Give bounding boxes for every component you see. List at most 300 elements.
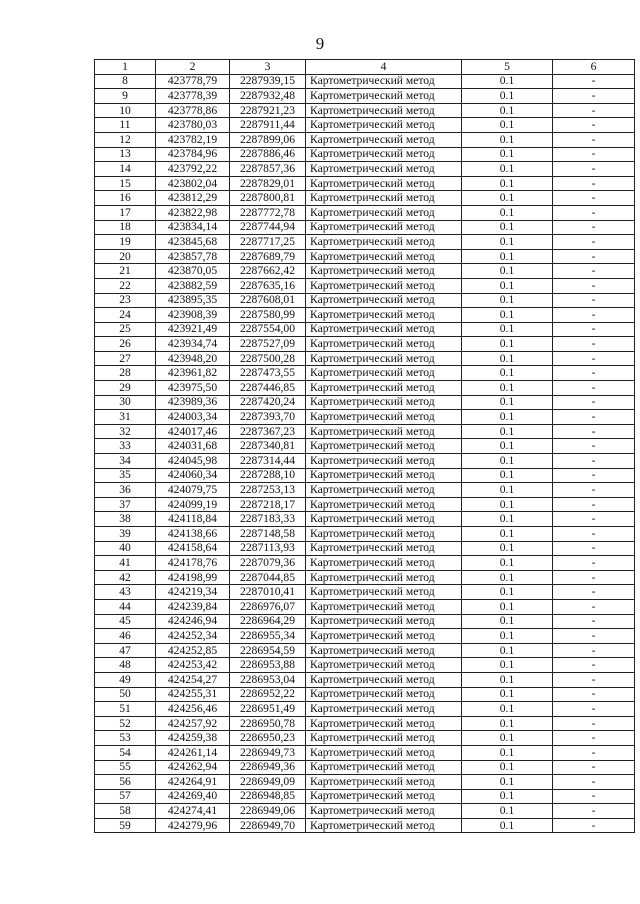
x-coordinate-cell: 424262,94 <box>156 760 230 775</box>
note-cell: - <box>553 118 635 133</box>
column-header-1: 1 <box>95 60 156 75</box>
x-coordinate-cell: 424099,19 <box>156 497 230 512</box>
y-coordinate-cell: 2286950,78 <box>230 716 306 731</box>
point-number-cell: 45 <box>95 614 156 629</box>
x-coordinate-cell: 423921,49 <box>156 322 230 337</box>
point-number-cell: 17 <box>95 205 156 220</box>
method-cell: Картометрический метод <box>306 118 462 133</box>
method-cell: Картометрический метод <box>306 278 462 293</box>
point-number-cell: 55 <box>95 760 156 775</box>
method-cell: Картометрический метод <box>306 672 462 687</box>
y-coordinate-cell: 2287635,16 <box>230 278 306 293</box>
y-coordinate-cell: 2286954,59 <box>230 643 306 658</box>
table-row <box>95 468 635 483</box>
y-coordinate-cell: 2286950,23 <box>230 731 306 746</box>
x-coordinate-cell: 423908,39 <box>156 308 230 323</box>
point-number-cell: 56 <box>95 775 156 790</box>
x-coordinate-cell: 424255,31 <box>156 687 230 702</box>
column-header-3: 3 <box>230 60 306 75</box>
x-coordinate-cell: 424060,34 <box>156 468 230 483</box>
accuracy-cell: 0.1 <box>462 410 553 425</box>
accuracy-cell: 0.1 <box>462 191 553 206</box>
point-number-cell: 47 <box>95 643 156 658</box>
accuracy-cell: 0.1 <box>462 147 553 162</box>
accuracy-cell: 0.1 <box>462 804 553 819</box>
y-coordinate-cell: 2287420,24 <box>230 395 306 410</box>
y-coordinate-cell: 2287010,41 <box>230 585 306 600</box>
accuracy-cell: 0.1 <box>462 220 553 235</box>
method-cell: Картометрический метод <box>306 585 462 600</box>
note-cell: - <box>553 585 635 600</box>
table-row <box>95 570 635 585</box>
table-row <box>95 585 635 600</box>
x-coordinate-cell: 424003,34 <box>156 410 230 425</box>
method-cell: Картометрический метод <box>306 643 462 658</box>
accuracy-cell: 0.1 <box>462 527 553 542</box>
method-cell: Картометрический метод <box>306 395 462 410</box>
accuracy-cell: 0.1 <box>462 789 553 804</box>
point-number-cell: 14 <box>95 162 156 177</box>
accuracy-cell: 0.1 <box>462 162 553 177</box>
note-cell: - <box>553 366 635 381</box>
table-row <box>95 702 635 717</box>
x-coordinate-cell: 424017,46 <box>156 424 230 439</box>
accuracy-cell: 0.1 <box>462 454 553 469</box>
y-coordinate-cell: 2286976,07 <box>230 599 306 614</box>
accuracy-cell: 0.1 <box>462 556 553 571</box>
x-coordinate-cell: 424246,94 <box>156 614 230 629</box>
point-number-cell: 19 <box>95 235 156 250</box>
method-cell: Картометрический метод <box>306 351 462 366</box>
method-cell: Картометрический метод <box>306 527 462 542</box>
x-coordinate-cell: 423895,35 <box>156 293 230 308</box>
method-cell: Картометрический метод <box>306 191 462 206</box>
x-coordinate-cell: 424138,66 <box>156 527 230 542</box>
method-cell: Картометрический метод <box>306 570 462 585</box>
method-cell: Картометрический метод <box>306 381 462 396</box>
table-row <box>95 103 635 118</box>
point-number-cell: 18 <box>95 220 156 235</box>
note-cell: - <box>553 731 635 746</box>
x-coordinate-cell: 423782,19 <box>156 132 230 147</box>
table-row <box>95 556 635 571</box>
table-row <box>95 308 635 323</box>
x-coordinate-cell: 423822,98 <box>156 205 230 220</box>
accuracy-cell: 0.1 <box>462 132 553 147</box>
table-row <box>95 439 635 454</box>
y-coordinate-cell: 2287446,85 <box>230 381 306 396</box>
x-coordinate-cell: 423989,36 <box>156 395 230 410</box>
x-coordinate-cell: 424261,14 <box>156 745 230 760</box>
accuracy-cell: 0.1 <box>462 249 553 264</box>
y-coordinate-cell: 2287886,46 <box>230 147 306 162</box>
y-coordinate-cell: 2287218,17 <box>230 497 306 512</box>
point-number-cell: 13 <box>95 147 156 162</box>
y-coordinate-cell: 2286952,22 <box>230 687 306 702</box>
table-row <box>95 351 635 366</box>
method-cell: Картометрический метод <box>306 497 462 512</box>
accuracy-cell: 0.1 <box>462 643 553 658</box>
note-cell: - <box>553 337 635 352</box>
y-coordinate-cell: 2287829,01 <box>230 176 306 191</box>
accuracy-cell: 0.1 <box>462 672 553 687</box>
point-number-cell: 16 <box>95 191 156 206</box>
column-header-6: 6 <box>553 60 635 75</box>
x-coordinate-cell: 423802,04 <box>156 176 230 191</box>
note-cell: - <box>553 527 635 542</box>
table-row <box>95 818 635 833</box>
y-coordinate-cell: 2286948,85 <box>230 789 306 804</box>
method-cell: Картометрический метод <box>306 89 462 104</box>
accuracy-cell: 0.1 <box>462 658 553 673</box>
table-row <box>95 118 635 133</box>
note-cell: - <box>553 599 635 614</box>
method-cell: Картометрический метод <box>306 745 462 760</box>
note-cell: - <box>553 74 635 89</box>
method-cell: Картометрический метод <box>306 731 462 746</box>
table-row <box>95 235 635 250</box>
table-header-row <box>95 60 635 75</box>
method-cell: Картометрический метод <box>306 249 462 264</box>
x-coordinate-cell: 424045,98 <box>156 454 230 469</box>
point-number-cell: 44 <box>95 599 156 614</box>
note-cell: - <box>553 351 635 366</box>
accuracy-cell: 0.1 <box>462 716 553 731</box>
y-coordinate-cell: 2287288,10 <box>230 468 306 483</box>
y-coordinate-cell: 2287580,99 <box>230 308 306 323</box>
table-row <box>95 147 635 162</box>
y-coordinate-cell: 2287314,44 <box>230 454 306 469</box>
x-coordinate-cell: 424252,85 <box>156 643 230 658</box>
method-cell: Картометрический метод <box>306 629 462 644</box>
accuracy-cell: 0.1 <box>462 337 553 352</box>
note-cell: - <box>553 745 635 760</box>
x-coordinate-cell: 424259,38 <box>156 731 230 746</box>
note-cell: - <box>553 541 635 556</box>
y-coordinate-cell: 2287921,23 <box>230 103 306 118</box>
column-header-4: 4 <box>306 60 462 75</box>
x-coordinate-cell: 423948,20 <box>156 351 230 366</box>
method-cell: Картометрический метод <box>306 366 462 381</box>
note-cell: - <box>553 454 635 469</box>
point-number-cell: 59 <box>95 818 156 833</box>
accuracy-cell: 0.1 <box>462 176 553 191</box>
table-row <box>95 162 635 177</box>
point-number-cell: 40 <box>95 541 156 556</box>
method-cell: Картометрический метод <box>306 541 462 556</box>
table-row <box>95 804 635 819</box>
point-number-cell: 33 <box>95 439 156 454</box>
accuracy-cell: 0.1 <box>462 468 553 483</box>
accuracy-cell: 0.1 <box>462 308 553 323</box>
method-cell: Картометрический метод <box>306 439 462 454</box>
y-coordinate-cell: 2287183,33 <box>230 512 306 527</box>
accuracy-cell: 0.1 <box>462 570 553 585</box>
point-number-cell: 46 <box>95 629 156 644</box>
point-number-cell: 30 <box>95 395 156 410</box>
point-number-cell: 37 <box>95 497 156 512</box>
method-cell: Картометрический метод <box>306 512 462 527</box>
y-coordinate-cell: 2287527,09 <box>230 337 306 352</box>
y-coordinate-cell: 2287113,93 <box>230 541 306 556</box>
note-cell: - <box>553 395 635 410</box>
point-number-cell: 32 <box>95 424 156 439</box>
point-number-cell: 23 <box>95 293 156 308</box>
note-cell: - <box>553 322 635 337</box>
accuracy-cell: 0.1 <box>462 439 553 454</box>
point-number-cell: 35 <box>95 468 156 483</box>
table-row <box>95 220 635 235</box>
point-number-cell: 12 <box>95 132 156 147</box>
x-coordinate-cell: 424269,40 <box>156 789 230 804</box>
table-row <box>95 687 635 702</box>
note-cell: - <box>553 570 635 585</box>
note-cell: - <box>553 556 635 571</box>
point-number-cell: 36 <box>95 483 156 498</box>
x-coordinate-cell: 424198,99 <box>156 570 230 585</box>
table-row <box>95 658 635 673</box>
x-coordinate-cell: 424079,75 <box>156 483 230 498</box>
accuracy-cell: 0.1 <box>462 381 553 396</box>
method-cell: Картометрический метод <box>306 468 462 483</box>
method-cell: Картометрический метод <box>306 775 462 790</box>
note-cell: - <box>553 614 635 629</box>
x-coordinate-cell: 423778,79 <box>156 74 230 89</box>
y-coordinate-cell: 2287554,00 <box>230 322 306 337</box>
y-coordinate-cell: 2287932,48 <box>230 89 306 104</box>
method-cell: Картометрический метод <box>306 716 462 731</box>
y-coordinate-cell: 2287148,58 <box>230 527 306 542</box>
note-cell: - <box>553 308 635 323</box>
x-coordinate-cell: 424253,42 <box>156 658 230 673</box>
point-number-cell: 20 <box>95 249 156 264</box>
table-row <box>95 424 635 439</box>
table-body <box>95 74 635 833</box>
table-row <box>95 410 635 425</box>
accuracy-cell: 0.1 <box>462 205 553 220</box>
note-cell: - <box>553 702 635 717</box>
method-cell: Картометрический метод <box>306 293 462 308</box>
method-cell: Картометрический метод <box>306 454 462 469</box>
page-number: 9 <box>315 34 325 53</box>
note-cell: - <box>553 643 635 658</box>
table-row <box>95 89 635 104</box>
method-cell: Картометрический метод <box>306 599 462 614</box>
y-coordinate-cell: 2287662,42 <box>230 264 306 279</box>
y-coordinate-cell: 2287473,55 <box>230 366 306 381</box>
table-row <box>95 775 635 790</box>
table-row <box>95 366 635 381</box>
note-cell: - <box>553 789 635 804</box>
point-number-cell: 9 <box>95 89 156 104</box>
note-cell: - <box>553 147 635 162</box>
method-cell: Картометрический метод <box>306 760 462 775</box>
note-cell: - <box>553 439 635 454</box>
table-row <box>95 395 635 410</box>
x-coordinate-cell: 424239,84 <box>156 599 230 614</box>
note-cell: - <box>553 220 635 235</box>
table-row <box>95 672 635 687</box>
accuracy-cell: 0.1 <box>462 264 553 279</box>
y-coordinate-cell: 2286951,49 <box>230 702 306 717</box>
point-number-cell: 48 <box>95 658 156 673</box>
method-cell: Картометрический метод <box>306 804 462 819</box>
x-coordinate-cell: 424274,41 <box>156 804 230 819</box>
table-row <box>95 599 635 614</box>
accuracy-cell: 0.1 <box>462 366 553 381</box>
accuracy-cell: 0.1 <box>462 103 553 118</box>
point-number-cell: 34 <box>95 454 156 469</box>
point-number-cell: 50 <box>95 687 156 702</box>
note-cell: - <box>553 497 635 512</box>
x-coordinate-cell: 423882,59 <box>156 278 230 293</box>
accuracy-cell: 0.1 <box>462 629 553 644</box>
method-cell: Картометрический метод <box>306 658 462 673</box>
method-cell: Картометрический метод <box>306 235 462 250</box>
point-number-cell: 49 <box>95 672 156 687</box>
x-coordinate-cell: 424257,92 <box>156 716 230 731</box>
method-cell: Картометрический метод <box>306 220 462 235</box>
point-number-cell: 26 <box>95 337 156 352</box>
y-coordinate-cell: 2286955,34 <box>230 629 306 644</box>
point-number-cell: 57 <box>95 789 156 804</box>
point-number-cell: 51 <box>95 702 156 717</box>
method-cell: Картометрический метод <box>306 789 462 804</box>
note-cell: - <box>553 381 635 396</box>
note-cell: - <box>553 818 635 833</box>
point-number-cell: 25 <box>95 322 156 337</box>
accuracy-cell: 0.1 <box>462 351 553 366</box>
accuracy-cell: 0.1 <box>462 395 553 410</box>
accuracy-cell: 0.1 <box>462 512 553 527</box>
x-coordinate-cell: 423812,29 <box>156 191 230 206</box>
note-cell: - <box>553 103 635 118</box>
y-coordinate-cell: 2287857,36 <box>230 162 306 177</box>
accuracy-cell: 0.1 <box>462 731 553 746</box>
table-row <box>95 760 635 775</box>
method-cell: Картометрический метод <box>306 424 462 439</box>
y-coordinate-cell: 2286949,06 <box>230 804 306 819</box>
table-row <box>95 629 635 644</box>
accuracy-cell: 0.1 <box>462 118 553 133</box>
y-coordinate-cell: 2287393,70 <box>230 410 306 425</box>
table-row <box>95 512 635 527</box>
accuracy-cell: 0.1 <box>462 322 553 337</box>
method-cell: Картометрический метод <box>306 702 462 717</box>
table-row <box>95 716 635 731</box>
y-coordinate-cell: 2287367,23 <box>230 424 306 439</box>
point-number-cell: 53 <box>95 731 156 746</box>
y-coordinate-cell: 2286949,73 <box>230 745 306 760</box>
note-cell: - <box>553 775 635 790</box>
point-number-cell: 38 <box>95 512 156 527</box>
x-coordinate-cell: 423834,14 <box>156 220 230 235</box>
point-number-cell: 8 <box>95 74 156 89</box>
note-cell: - <box>553 804 635 819</box>
method-cell: Картометрический метод <box>306 483 462 498</box>
note-cell: - <box>553 162 635 177</box>
y-coordinate-cell: 2287939,15 <box>230 74 306 89</box>
table-row <box>95 381 635 396</box>
coordinates-table <box>94 59 635 833</box>
point-number-cell: 22 <box>95 278 156 293</box>
column-header-5: 5 <box>462 60 553 75</box>
point-number-cell: 28 <box>95 366 156 381</box>
table-row <box>95 497 635 512</box>
table-row <box>95 483 635 498</box>
x-coordinate-cell: 423961,82 <box>156 366 230 381</box>
method-cell: Картометрический метод <box>306 410 462 425</box>
accuracy-cell: 0.1 <box>462 424 553 439</box>
method-cell: Картометрический метод <box>306 162 462 177</box>
accuracy-cell: 0.1 <box>462 278 553 293</box>
table-row <box>95 731 635 746</box>
point-number-cell: 29 <box>95 381 156 396</box>
table-row <box>95 132 635 147</box>
method-cell: Картометрический метод <box>306 322 462 337</box>
accuracy-cell: 0.1 <box>462 775 553 790</box>
y-coordinate-cell: 2287340,81 <box>230 439 306 454</box>
point-number-cell: 21 <box>95 264 156 279</box>
x-coordinate-cell: 423934,74 <box>156 337 230 352</box>
accuracy-cell: 0.1 <box>462 74 553 89</box>
table-row <box>95 249 635 264</box>
table-row <box>95 205 635 220</box>
table-row <box>95 789 635 804</box>
accuracy-cell: 0.1 <box>462 687 553 702</box>
column-header-2: 2 <box>156 60 230 75</box>
x-coordinate-cell: 423845,68 <box>156 235 230 250</box>
note-cell: - <box>553 191 635 206</box>
x-coordinate-cell: 423778,86 <box>156 103 230 118</box>
note-cell: - <box>553 205 635 220</box>
table-row <box>95 74 635 89</box>
note-cell: - <box>553 410 635 425</box>
method-cell: Картометрический метод <box>306 132 462 147</box>
point-number-cell: 31 <box>95 410 156 425</box>
point-number-cell: 42 <box>95 570 156 585</box>
x-coordinate-cell: 424254,27 <box>156 672 230 687</box>
table-row <box>95 527 635 542</box>
y-coordinate-cell: 2286964,29 <box>230 614 306 629</box>
table-row <box>95 176 635 191</box>
method-cell: Картометрический метод <box>306 147 462 162</box>
accuracy-cell: 0.1 <box>462 293 553 308</box>
y-coordinate-cell: 2287608,01 <box>230 293 306 308</box>
accuracy-cell: 0.1 <box>462 89 553 104</box>
table-row <box>95 264 635 279</box>
note-cell: - <box>553 658 635 673</box>
point-number-cell: 27 <box>95 351 156 366</box>
y-coordinate-cell: 2286949,70 <box>230 818 306 833</box>
note-cell: - <box>553 293 635 308</box>
y-coordinate-cell: 2287744,94 <box>230 220 306 235</box>
x-coordinate-cell: 424256,46 <box>156 702 230 717</box>
x-coordinate-cell: 423792,22 <box>156 162 230 177</box>
note-cell: - <box>553 483 635 498</box>
y-coordinate-cell: 2286953,04 <box>230 672 306 687</box>
table-row <box>95 614 635 629</box>
point-number-cell: 52 <box>95 716 156 731</box>
accuracy-cell: 0.1 <box>462 541 553 556</box>
accuracy-cell: 0.1 <box>462 818 553 833</box>
note-cell: - <box>553 716 635 731</box>
accuracy-cell: 0.1 <box>462 745 553 760</box>
note-cell: - <box>553 264 635 279</box>
accuracy-cell: 0.1 <box>462 483 553 498</box>
point-number-cell: 10 <box>95 103 156 118</box>
note-cell: - <box>553 424 635 439</box>
